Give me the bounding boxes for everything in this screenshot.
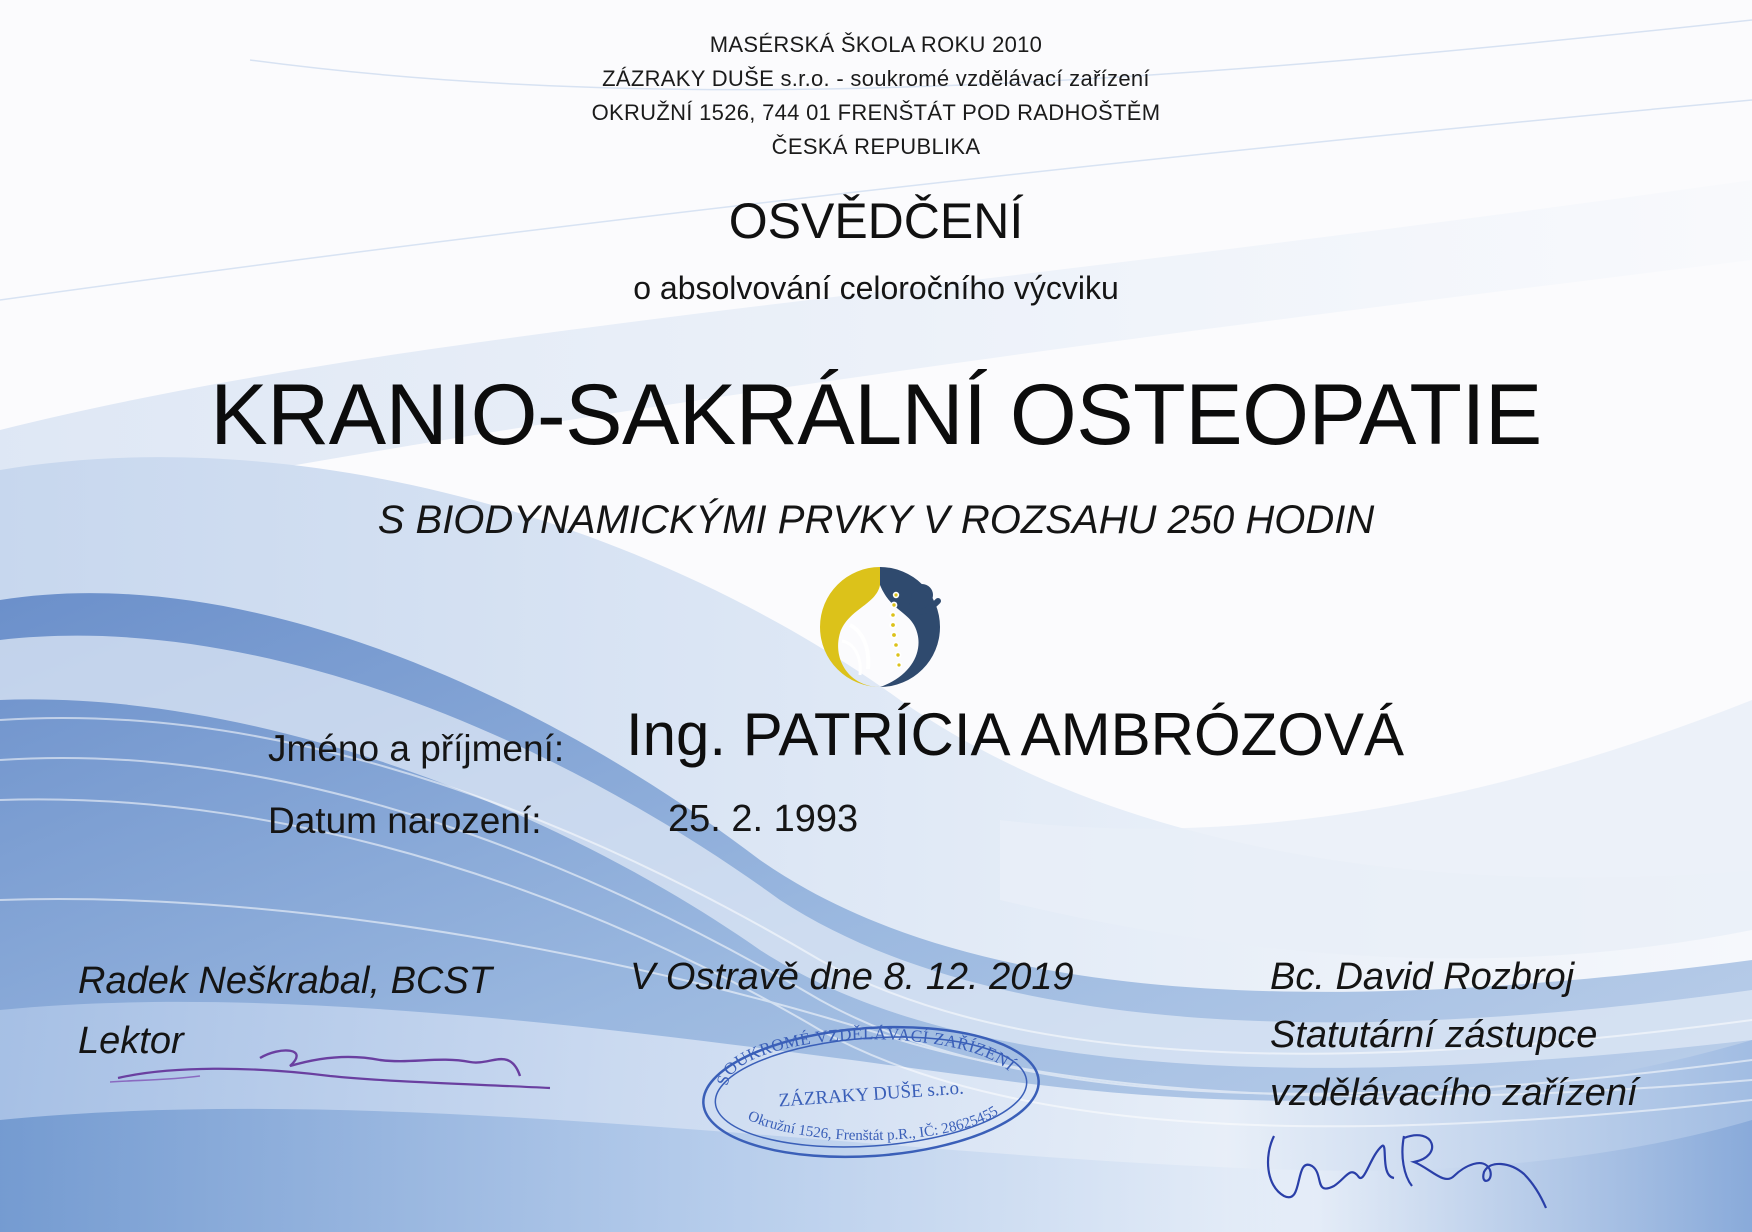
lecturer-name: Radek Neškrabal, BCST [78,960,492,1002]
header-line-3: OKRUŽNÍ 1526, 744 01 FRENŠTÁT POD RADHOŠTĚM [591,100,1161,125]
school-logo [810,565,950,690]
birth-date-label: Datum narození: [268,800,542,841]
svg-text:SOUKROMÉ VZDĚLÁVACÍ ZAŘÍZENÍ: SOUKROMÉ VZDĚLÁVACÍ ZAŘÍZENÍ [712,1024,1020,1088]
certificate-subtitle: o absolvování celoročního výcviku [633,270,1119,306]
svg-text:ZÁZRAKY DUŠE s.r.o.: ZÁZRAKY DUŠE s.r.o. [777,1077,965,1112]
header-line-2: ZÁZRAKY DUŠE s.r.o. - soukromé vzdělávací zařízení [602,66,1150,91]
name-label: Jméno a příjmení: [268,728,565,769]
lecturer-signature [110,1036,560,1096]
course-title: KRANIO-SAKRÁLNÍ OSTEOPATIE [210,367,1542,463]
lecturer-role: Lektor [78,1020,184,1062]
place-and-date: V Ostravě dne 8. 12. 2019 [630,956,1074,998]
header-line-4: ČESKÁ REPUBLIKA [771,134,981,159]
course-detail: S BIODYNAMICKÝMI PRVKY V ROZSAHU 250 HODIN [377,498,1375,542]
header-line-1: MASÉRSKÁ ŠKOLA ROKU 2010 [709,32,1043,57]
director-role-line-2: vzdělávacího zařízení [1270,1072,1638,1114]
name-value: Ing. PATRÍCIA AMBRÓZOVÁ [626,701,1404,768]
director-role-line-1: Statutární zástupce [1270,1014,1598,1056]
birth-date-value: 25. 2. 1993 [668,798,859,840]
certificate-title: OSVĚDČENÍ [728,193,1024,249]
director-name: Bc. David Rozbroj [1270,956,1575,998]
official-stamp [696,1022,1046,1162]
svg-text:Okružní 1526, Frenštát p.R., I: Okružní 1526, Frenštát p.R., IČ: 28625455 [745,1103,1001,1145]
director-signature [1254,1116,1554,1216]
